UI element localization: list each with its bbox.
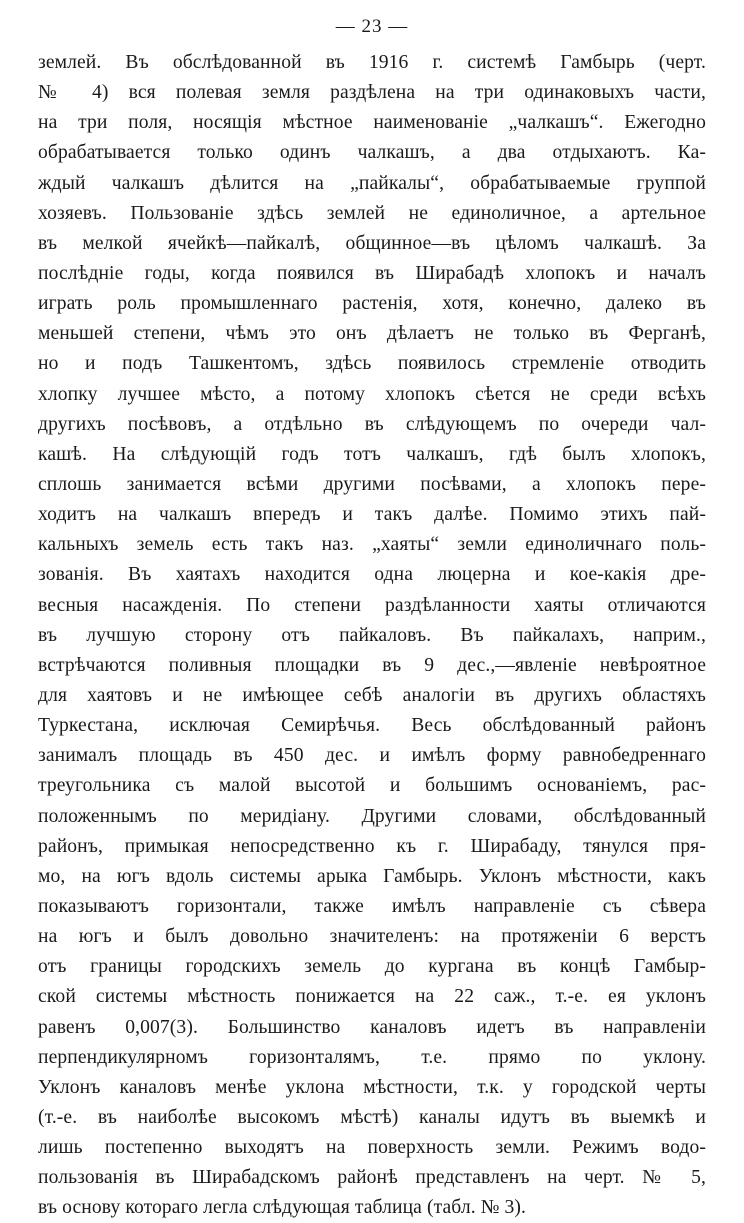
text-line: на три поля, носящія мѣстное наименованіе „чалкашъ“. Ежегодно <box>38 112 706 134</box>
text-line: ждый чалкашъ дѣлится на „пайкалы“, обрабатываемые группой <box>38 172 706 194</box>
text-line: хозяевъ. Пользованіе здѣсь землей не единоличное, а артельное <box>38 202 706 224</box>
text-line: показываютъ горизонтали, также имѣлъ направленіе съ сѣвера <box>38 895 706 917</box>
text-line: пользованія въ Ширабадскомъ районѣ представленъ на черт. № 5, <box>38 1167 706 1189</box>
text-line: играть роль промышленнаго растенія, хотя, конечно, далеко въ <box>38 293 706 315</box>
text-line: мо, на югъ вдоль системы арыка Гамбырь. Уклонъ мѣстности, какъ <box>38 865 706 887</box>
text-line: землей. Въ обслѣдованной въ 1916 г. системѣ Гамбырь (черт. <box>38 52 706 73</box>
text-line: въ основу котораго легла слѣдующая таблица (табл. № 3). <box>38 1197 527 1219</box>
text-line: въ лучшую сторону отъ пайкаловъ. Въ пайкалахъ, наприм., <box>38 624 706 646</box>
body-text <box>38 48 706 1223</box>
text-line: равенъ 0,007(3). Большинство каналовъ идетъ въ направленіи <box>38 1016 706 1038</box>
text-line: ходитъ на чалкашъ впередъ и такъ далѣе. Помимо этихъ пай- <box>38 504 706 526</box>
text-line: Уклонъ каналовъ менѣе уклона мѣстности, т.к. у городской черты <box>38 1076 706 1098</box>
text-line: лишь постепенно выходятъ на поверхность земли. Режимъ водо- <box>38 1137 706 1159</box>
text-line: въ мелкой ячейкѣ—пайкалѣ, общинное—въ цѣломъ чалкашѣ. За <box>38 232 706 254</box>
text-line: отъ границы городскихъ земель до кургана въ концѣ Гамбыр- <box>38 956 706 978</box>
text-line: на югъ и былъ довольно значителенъ: на протяженіи 6 верстъ <box>38 926 706 948</box>
text-line: сплошь занимается всѣми другими посѣвами, а хлопокъ пере- <box>38 473 706 495</box>
text-line: меньшей степени, чѣмъ это онъ дѣлаетъ не только въ Ферганѣ, <box>38 323 706 345</box>
text-line: хлопку лучшее мѣсто, а потому хлопокъ сѣется не среди всѣхъ <box>38 383 706 405</box>
text-line: районъ, примыкая непосредственно къ г. Ширабаду, тянулся пря- <box>38 835 706 857</box>
text-line: занималъ площадь въ 450 дес. и имѣлъ форму равнобедреннаго <box>38 745 706 767</box>
text-line: другихъ посѣвовъ, а отдѣльно въ слѣдующемъ по очереди чал- <box>38 413 706 435</box>
text-line: обрабатывается только одинъ чалкашъ, а два отдыхаютъ. Ка- <box>38 142 706 164</box>
text-line: положеннымъ по меридіану. Другими словами, обслѣдованный <box>38 805 706 827</box>
text-line: перпендикулярномъ горизонталямъ, т.е. прямо по уклону. <box>38 1046 706 1068</box>
text-line: кальныхъ земель есть такъ наз. „хаяты“ земли единоличнаго поль- <box>38 534 706 556</box>
page-number: — 23 — <box>335 16 409 37</box>
text-line: Туркестана, исключая Семирѣчья. Весь обслѣдованный районъ <box>38 715 706 737</box>
text-line: встрѣчаются поливныя площадки въ 9 дес.,—явленіе невѣроятное <box>38 654 706 676</box>
text-line: зованія. Въ хаятахъ находится одна люцерна и кое-какія дре- <box>38 564 706 586</box>
text-line: № 4) вся полевая земля раздѣлена на три одинаковыхъ части, <box>38 82 706 104</box>
text-line: весныя насажденія. По степени раздѣланности хаяты отличаются <box>38 594 706 616</box>
text-line: для хаятовъ и не имѣющее себѣ аналогіи въ другихъ областяхъ <box>38 684 706 706</box>
text-line: но и подъ Ташкентомъ, здѣсь появилось стремленіе отводить <box>38 353 706 375</box>
text-line: кашѣ. На слѣдующій годъ тотъ чалкашъ, гдѣ былъ хлопокъ, <box>38 443 706 465</box>
text-line: послѣдніе годы, когда появился въ Ширабадѣ хлопокъ и началъ <box>38 262 706 284</box>
text-line: ской системы мѣстность понижается на 22 саж., т.-е. ея уклонъ <box>38 986 706 1008</box>
text-line: треугольника съ малой высотой и большимъ основаніемъ, рас- <box>38 775 706 797</box>
text-line: (т.-е. въ наиболѣе высокомъ мѣстѣ) каналы идутъ въ выемкѣ и <box>38 1106 706 1128</box>
